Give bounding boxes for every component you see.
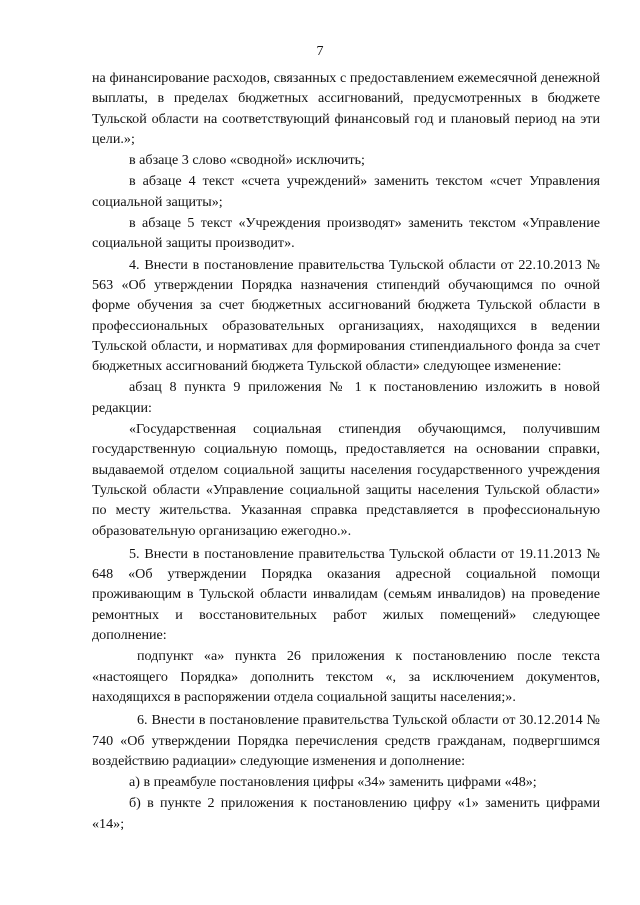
- paragraph-abzac-4: в абзаце 4 текст «счета учреждений» заменить текстом «счет Управления социальной защиты»;: [92, 173, 600, 210]
- paragraph-item-6-b: б) в пункте 2 приложения к постановлению цифру «1» заменить цифрами «14»;: [92, 795, 600, 832]
- paragraph-item-5: 5. Внести в постановление правительства Тульской области от 19.11.2013 № 648 «Об утверждении Порядка оказания адресной социальной помощи проживающим в Тульской области инвалидам (семьям инвалидов) на проведение ремонтных и восстановительных работ жилых помещений» следующее дополнение:: [92, 545, 600, 644]
- paragraph-continuation: на финансирование расходов, связанных с предоставлением ежемесячной денежной выплаты, в пределах бюджетных ассигнований, предусмотренных в бюджете Тульской области на соответствующий финансовый год и плановый период на эти цели.»;: [92, 70, 600, 147]
- paragraph-item-5-instruction: подпункт «а» пункта 26 приложения к постановлению после текста «настоящего Порядка» дополнить текстом «, за исключением документов, находящихся в распоряжении отдела социальной защиты населения;».: [92, 648, 600, 705]
- paragraph-abzac-3: в абзаце 3 слово «сводной» исключить;: [129, 152, 365, 169]
- paragraph-item-4-quote: «Государственная социальная стипендия обучающимся, получившим государственную социальную помощь, предоставляется на основании справки, выдаваемой отделом социальной защиты населения государственного учреждения Тульской области «Управление социальной защиты населения Тульской области» по месту жительства. Указанная справка представляется в профессиональную образовательную организацию ежегодно.».: [92, 421, 600, 539]
- paragraph-item-4: 4. Внести в постановление правительства Тульской области от 22.10.2013 № 563 «Об утверждении Порядка назначения стипендий обучающимся по очной форме обучения за счет бюджетных ассигнований бюджета Тульской области в профессиональных образовательных организациях, находящихся в ведении Тульской области, и нормативах для формирования стипендиального фонда за счет бюджетных ассигнований бюджета Тульской области» следующее изменение:: [92, 256, 600, 375]
- paragraph-item-4-instruction: абзац 8 пункта 9 приложения № 1 к постановлению изложить в новой редакции:: [92, 379, 600, 416]
- document-body: [92, 68, 600, 834]
- page-number: 7: [316, 44, 324, 59]
- paragraph-item-6-a: а) в преамбуле постановления цифры «34» заменить цифрами «48»;: [129, 774, 537, 791]
- paragraph-item-6: 6. Внести в постановление правительства Тульской области от 30.12.2014 № 740 «Об утверждении Порядка перечисления средств гражданам, подвергшимся воздействию радиации» следующие изменения и дополнение:: [92, 712, 600, 769]
- paragraph-abzac-5: в абзаце 5 текст «Учреждения производят» заменить текстом «Управление социальной защиты производит».: [92, 215, 600, 252]
